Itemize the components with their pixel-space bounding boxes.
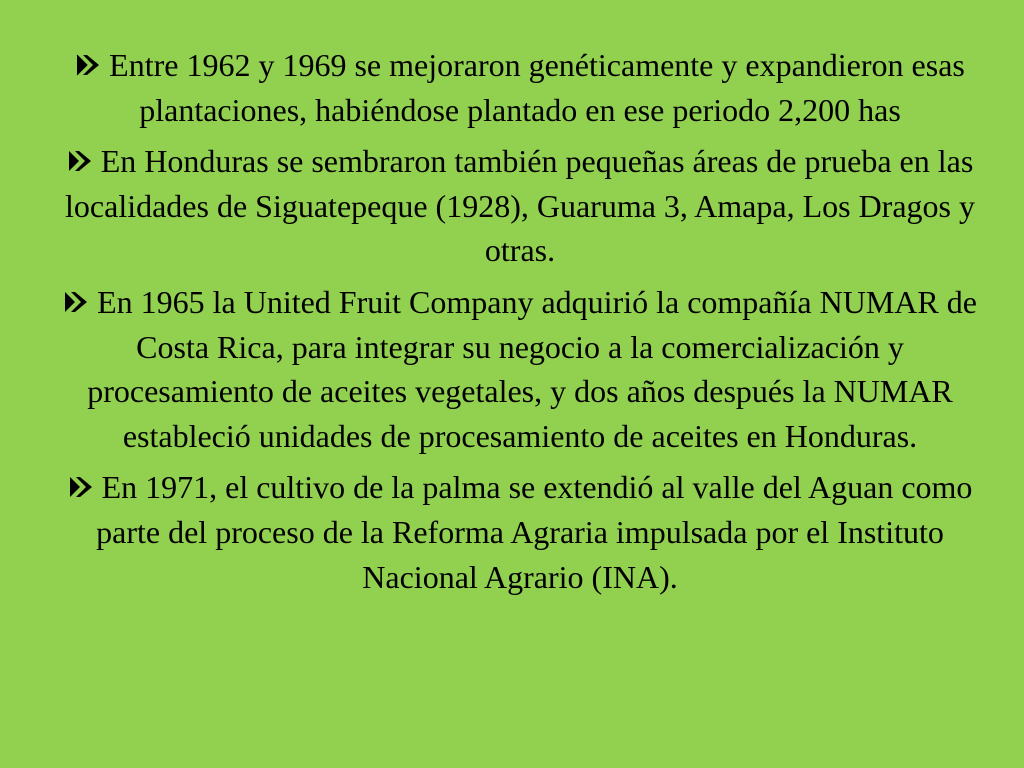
bullet-text: En 1971, el cultivo de la palma se extendió al valle del Aguan como parte del proceso de la Reforma Agraria impulsada por el Instituto Nacional Agrario (INA). xyxy=(96,469,973,595)
bullet-item xyxy=(60,280,980,458)
arrow-bullet-icon xyxy=(63,289,89,315)
bullet-text: En 1965 la United Fruit Company adquirió la compañía NUMAR de Costa Rica, para integrar su negocio a la comercialización y procesamiento de aceites vegetales, y dos años después la NUMAR estableció unidades de procesamiento de aceites en Honduras. xyxy=(87,283,977,454)
bullet-list xyxy=(60,43,980,606)
arrow-bullet-icon xyxy=(75,52,101,78)
bullet-item xyxy=(60,139,980,273)
bullet-text: Entre 1962 y 1969 se mejoraron genéticamente y expandieron esas plantaciones, habiéndose plantado en ese periodo 2,200 has xyxy=(109,47,965,128)
arrow-bullet-icon xyxy=(67,148,93,174)
bullet-item xyxy=(60,465,980,599)
bullet-item xyxy=(60,43,980,132)
arrow-bullet-icon xyxy=(68,474,94,500)
bullet-text: En Honduras se sembraron también pequeñas áreas de prueba en las localidades de Siguatepeque (1928), Guaruma 3, Amapa, Los Dragos y otras. xyxy=(65,143,975,269)
